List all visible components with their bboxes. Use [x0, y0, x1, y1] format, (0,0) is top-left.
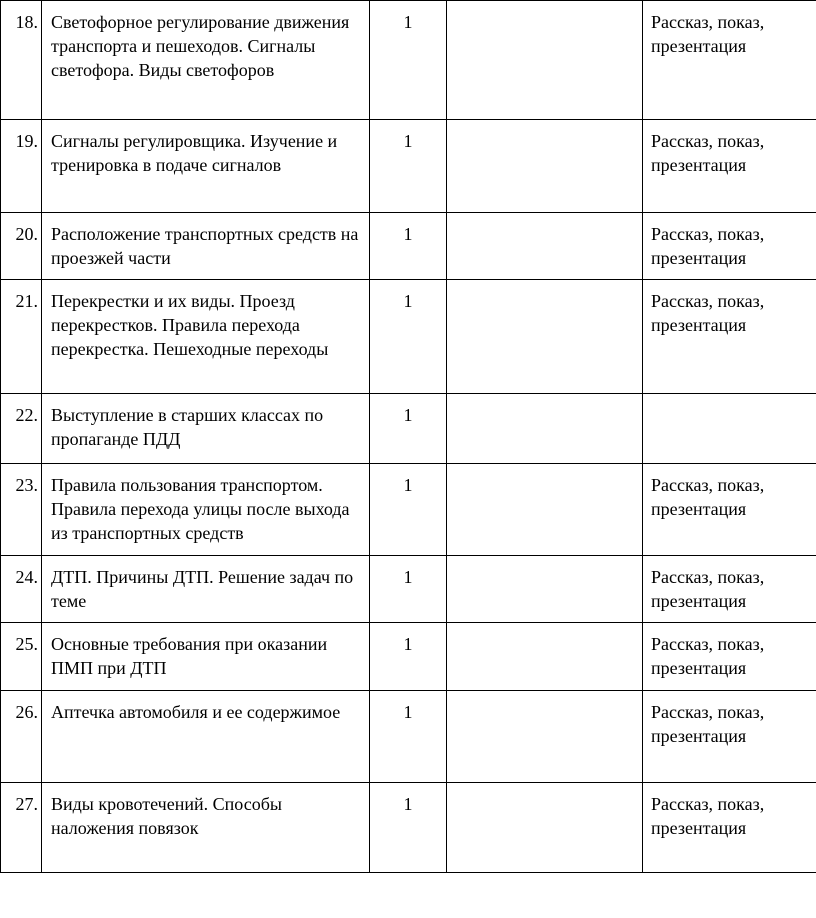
table-row — [1, 394, 816, 464]
lesson-topic: Основные требования при оказании ПМП при ДТП — [42, 623, 370, 691]
lesson-form: Рассказ, показ, презентация — [643, 1, 816, 120]
lesson-date — [447, 464, 643, 556]
lesson-form: Рассказ, показ, презентация — [643, 120, 816, 213]
lesson-form: Рассказ, показ, презентация — [643, 464, 816, 556]
lesson-hours: 1 — [370, 783, 447, 873]
lesson-topic: Выступление в старших классах по пропаганде ПДД — [42, 394, 370, 464]
row-number: 22. — [1, 394, 42, 464]
table-row — [1, 623, 816, 691]
lesson-hours: 1 — [370, 556, 447, 623]
lesson-date — [447, 394, 643, 464]
table-row — [1, 213, 816, 280]
lesson-form: Рассказ, показ, презентация — [643, 280, 816, 394]
table-row — [1, 691, 816, 783]
lesson-date — [447, 783, 643, 873]
row-number: 26. — [1, 691, 42, 783]
lesson-form: Рассказ, показ, презентация — [643, 556, 816, 623]
lesson-form: Рассказ, показ, презентация — [643, 691, 816, 783]
lesson-topic: Виды кровотечений. Способы наложения повязок — [42, 783, 370, 873]
lesson-date — [447, 280, 643, 394]
lesson-topic: Расположение транспортных средств на проезжей части — [42, 213, 370, 280]
lesson-date — [447, 556, 643, 623]
lesson-hours: 1 — [370, 394, 447, 464]
row-number: 20. — [1, 213, 42, 280]
lesson-hours: 1 — [370, 691, 447, 783]
table-row — [1, 120, 816, 213]
lesson-hours: 1 — [370, 623, 447, 691]
row-number: 25. — [1, 623, 42, 691]
row-number: 19. — [1, 120, 42, 213]
lesson-form — [643, 394, 816, 464]
lesson-date — [447, 691, 643, 783]
lesson-form: Рассказ, показ, презентация — [643, 783, 816, 873]
lesson-hours: 1 — [370, 120, 447, 213]
lesson-hours: 1 — [370, 1, 447, 120]
lesson-form: Рассказ, показ, презентация — [643, 623, 816, 691]
row-number: 27. — [1, 783, 42, 873]
lesson-date — [447, 623, 643, 691]
row-number: 24. — [1, 556, 42, 623]
lesson-date — [447, 1, 643, 120]
table-row — [1, 556, 816, 623]
lesson-date — [447, 213, 643, 280]
table-row — [1, 783, 816, 873]
lesson-topic: ДТП. Причины ДТП. Решение задач по теме — [42, 556, 370, 623]
row-number: 23. — [1, 464, 42, 556]
row-number: 21. — [1, 280, 42, 394]
lesson-topic: Сигналы регулировщика. Изучение и тренировка в подаче сигналов — [42, 120, 370, 213]
lesson-topic: Правила пользования транспортом. Правила перехода улицы после выхода из транспортных средств — [42, 464, 370, 556]
lesson-topic: Аптечка автомобиля и ее содержимое — [42, 691, 370, 783]
table-row — [1, 1, 816, 120]
table-row — [1, 280, 816, 394]
lesson-topic: Светофорное регулирование движения транспорта и пешеходов. Сигналы светофора. Виды светофоров — [42, 1, 370, 120]
lesson-hours: 1 — [370, 280, 447, 394]
lesson-topic: Перекрестки и их виды. Проезд перекрестков. Правила перехода перекрестка. Пешеходные переходы — [42, 280, 370, 394]
row-number: 18. — [1, 1, 42, 120]
lesson-hours: 1 — [370, 464, 447, 556]
lesson-hours: 1 — [370, 213, 447, 280]
lesson-date — [447, 120, 643, 213]
lesson-form: Рассказ, показ, презентация — [643, 213, 816, 280]
table-row — [1, 464, 816, 556]
